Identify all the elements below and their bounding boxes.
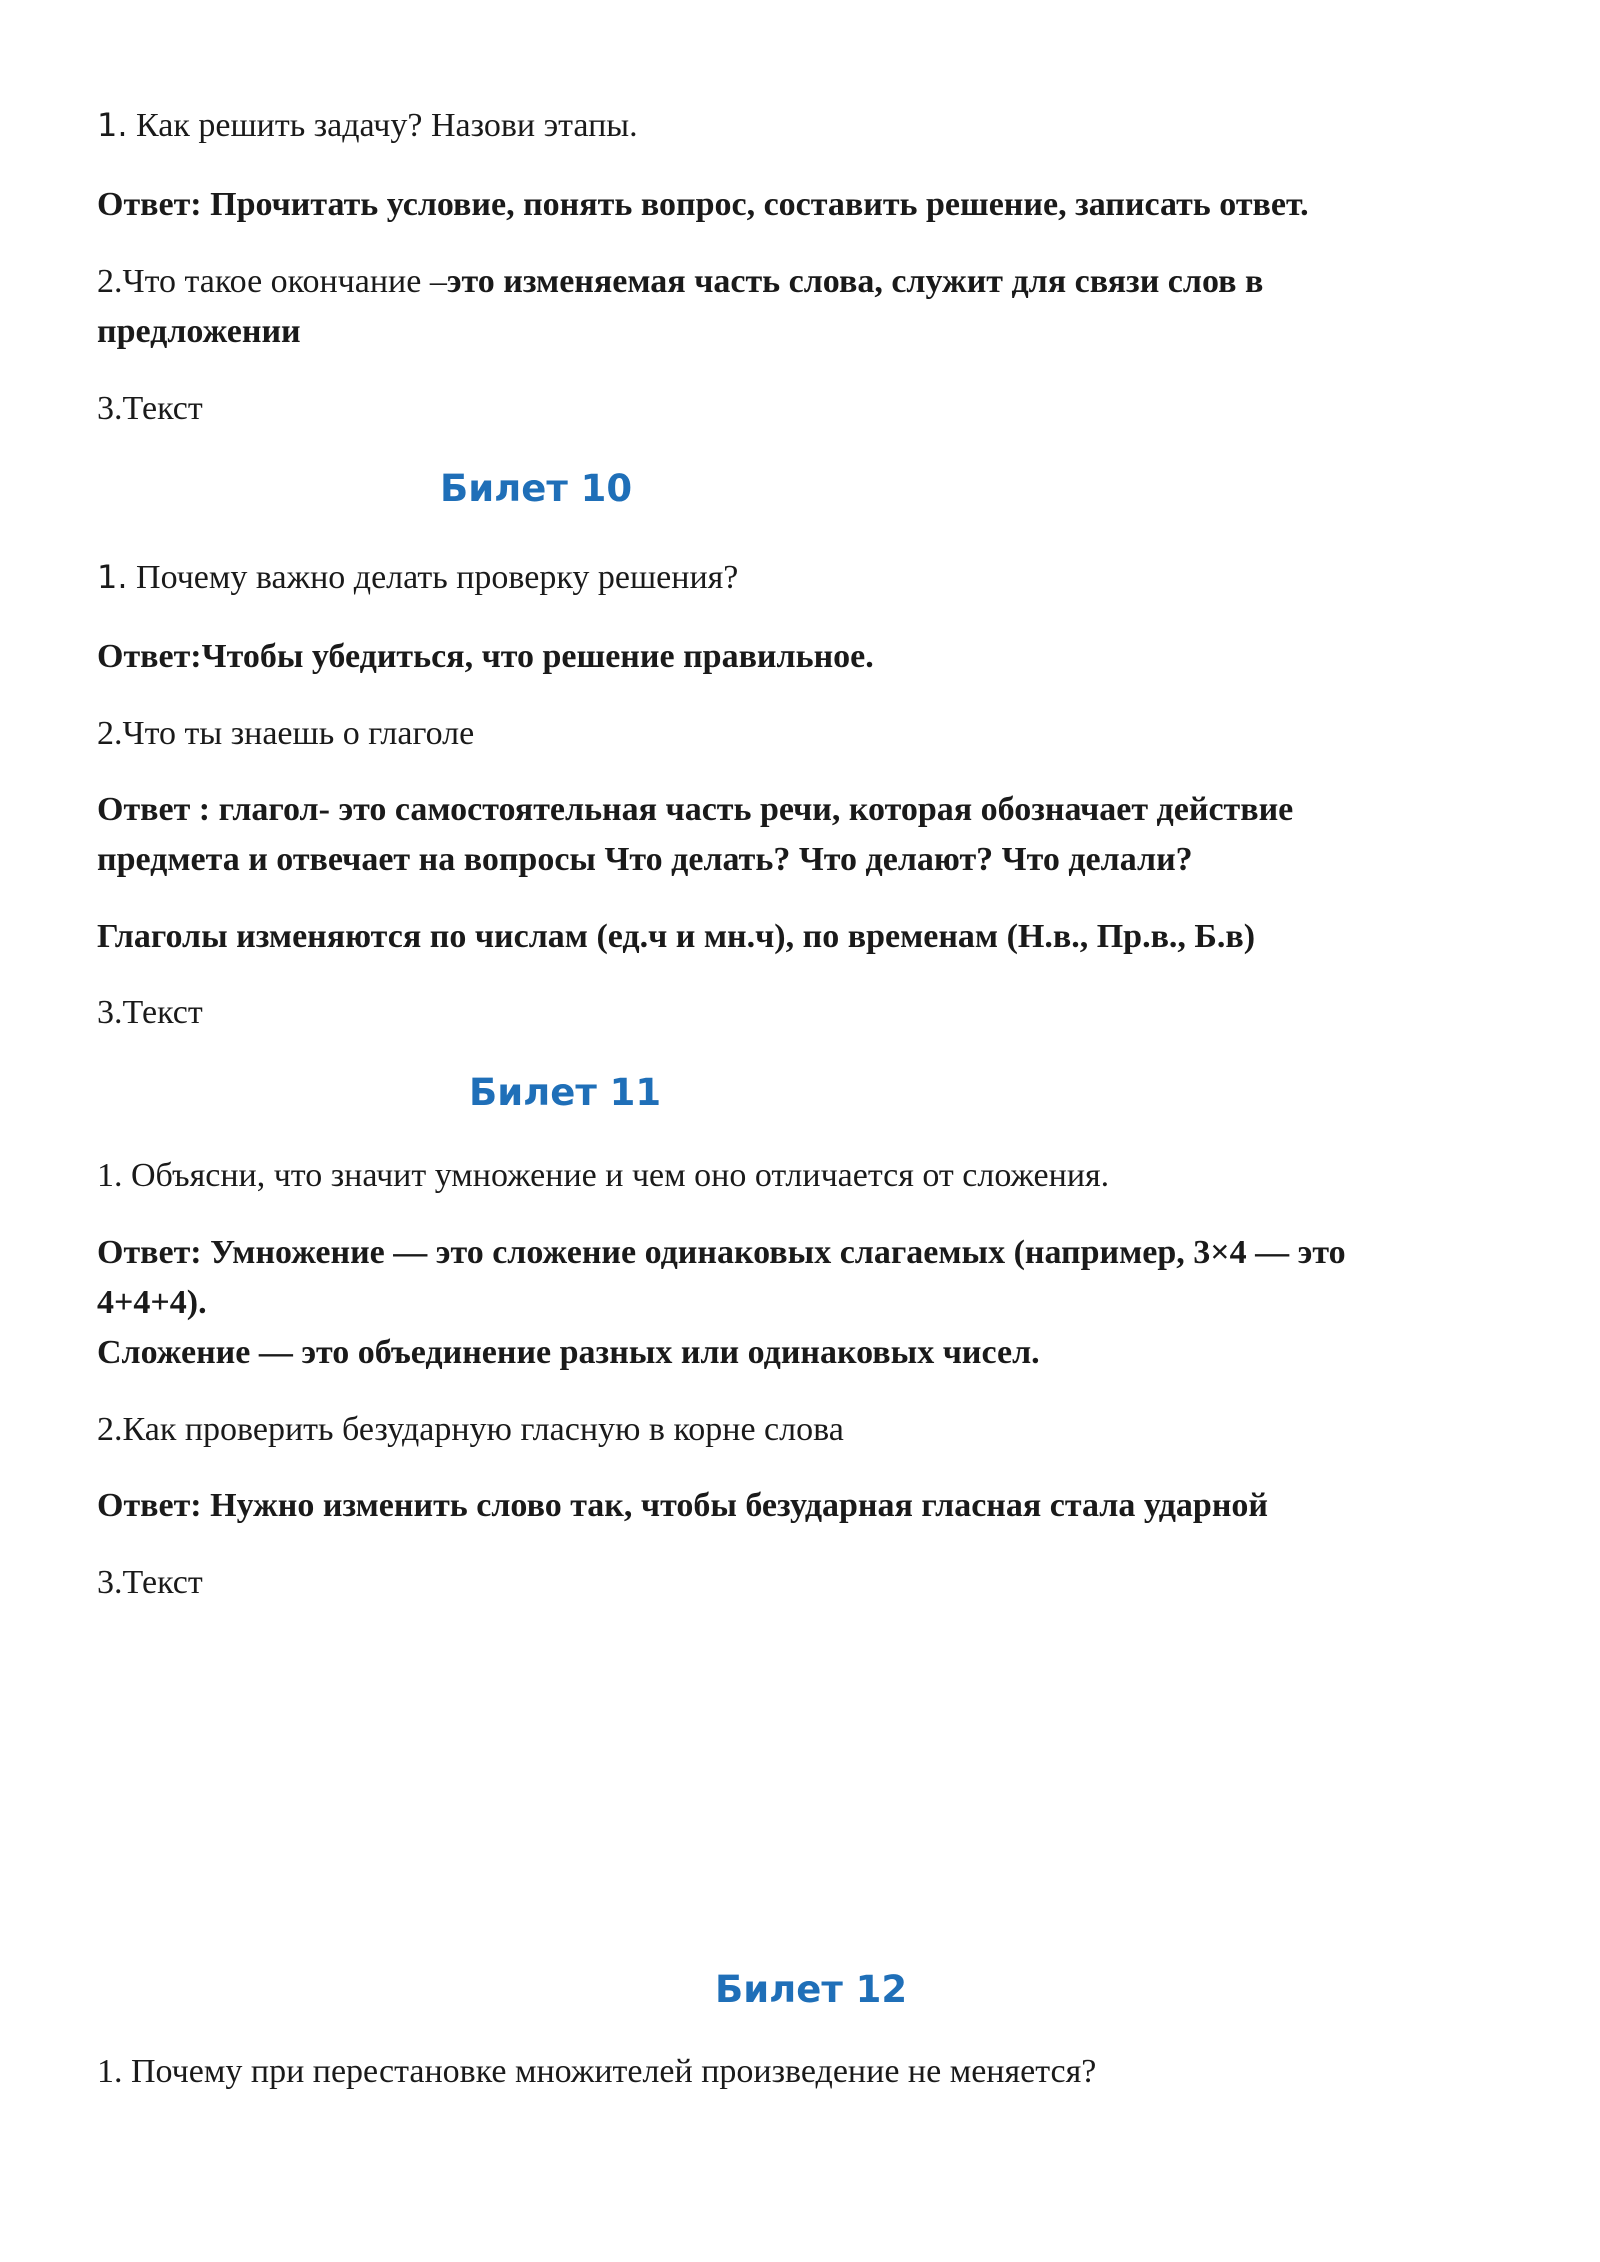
- ticket-11-answer-1-line-2: 4+4+4).: [97, 1284, 207, 1321]
- ticket-11-answer-1-line-1: Ответ: Умножение — это сложение одинаковых слагаемых (например, 3×4 — это: [97, 1234, 1346, 1271]
- question-text: Как решить задачу? Назови этапы.: [127, 107, 638, 144]
- question-number: 1.: [97, 106, 128, 144]
- ticket-10-answer-1: Ответ:Чтобы убедиться, что решение правильное.: [97, 638, 874, 675]
- answer-inline: это изменяемая часть слова, служит для связи слов в: [446, 263, 1264, 300]
- question-number: 1.: [97, 558, 128, 596]
- ticket-12-question-1: 1. Почему при перестановке множителей произведение не меняется?: [97, 2053, 1097, 2090]
- question-text: 2.Что такое окончание –: [97, 263, 447, 300]
- ticket-11-question-2: 2.Как проверить безударную гласную в корне слова: [97, 1411, 844, 1448]
- answer-1: Ответ: Прочитать условие, понять вопрос, составить решение, записать ответ.: [97, 186, 1309, 223]
- ticket-12-title: Билет 12: [715, 1968, 908, 2011]
- ticket-10-question-1: [97, 552, 738, 603]
- ticket-11-answer-1-line-3: Сложение — это объединение разных или одинаковых чисел.: [97, 1334, 1040, 1371]
- question-2: [97, 257, 1263, 307]
- ticket-10-title: Билет 10: [440, 467, 633, 510]
- ticket-11-answer-2: Ответ: Нужно изменить слово так, чтобы безударная гласная стала ударной: [97, 1487, 1269, 1524]
- ticket-11-question-3: 3.Текст: [97, 1564, 203, 1601]
- ticket-11-title: Билет 11: [469, 1071, 662, 1114]
- ticket-10-question-3: 3.Текст: [97, 994, 203, 1031]
- ticket-10-answer-2-line-3: Глаголы изменяются по числам (ед.ч и мн.ч), по временам (Н.в., Пр.в., Б.в): [97, 918, 1256, 955]
- question-1: [97, 100, 638, 151]
- question-3: 3.Текст: [97, 390, 203, 427]
- answer-2-continued: предложении: [97, 313, 301, 350]
- ticket-10-answer-2-line-2: предмета и отвечает на вопросы Что делать? Что делают? Что делали?: [97, 841, 1193, 878]
- question-text: Почему важно делать проверку решения?: [127, 559, 739, 596]
- ticket-10-answer-2-line-1: Ответ : глагол- это самостоятельная часть речи, которая обозначает действие: [97, 791, 1294, 828]
- ticket-11-question-1: 1. Объясни, что значит умножение и чем оно отличается от сложения.: [97, 1157, 1110, 1194]
- ticket-10-question-2: 2.Что ты знаешь о глаголе: [97, 715, 475, 752]
